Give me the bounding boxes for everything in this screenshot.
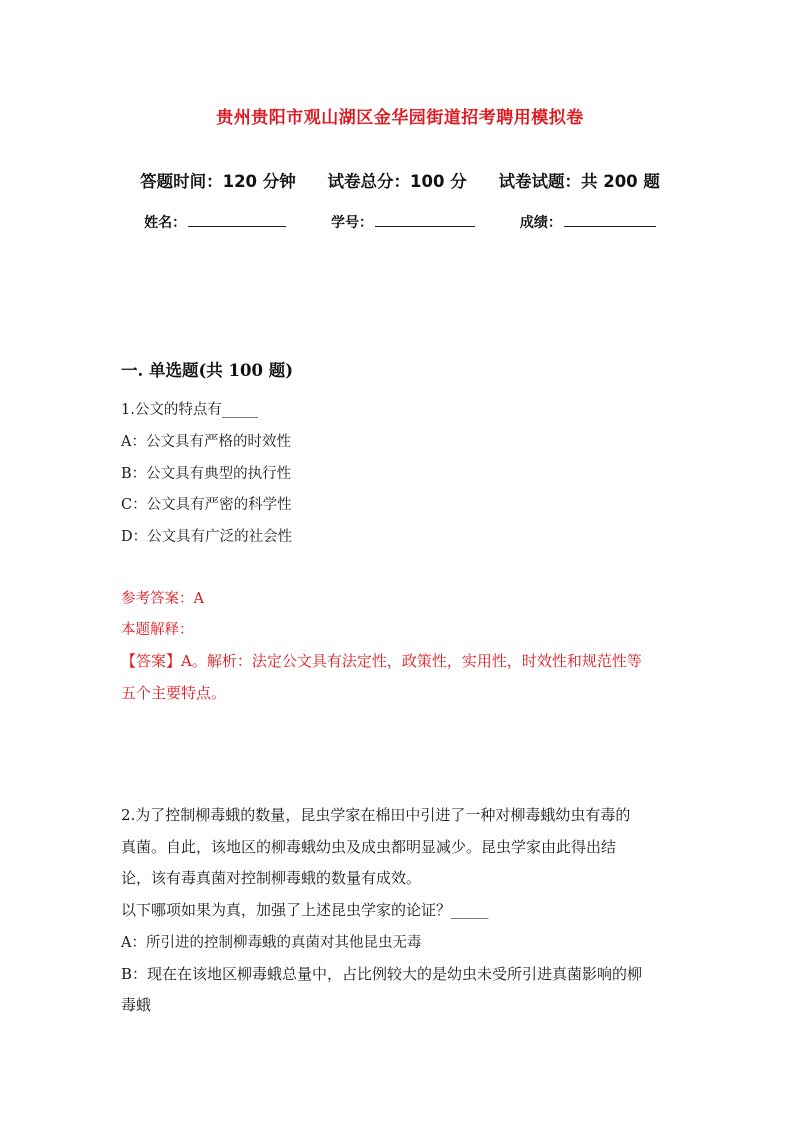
question-2-stem-line-2: 真菌。自此，该地区的柳毒蛾幼虫及成虫都明显减少。昆虫学家由此得出结 (121, 838, 617, 856)
question-2-stem-line-3: 论，该有毒真菌对控制柳毒蛾的数量有成效。 (121, 869, 422, 887)
question-2-option-a: A：所引进的控制柳毒蛾的真菌对其他昆虫无毒 (121, 935, 422, 951)
grade-label: 成绩： (519, 215, 562, 231)
question-2-option-b-line-2: 毒蛾 (121, 996, 152, 1014)
exam-total-score: 试卷总分：100 分 (327, 172, 467, 191)
question-1-option-b: B：公文具有典型的执行性 (121, 466, 292, 482)
question-1-explanation-label: 本题解释： (121, 622, 194, 638)
question-1-option-a: A：公文具有严格的时效性 (121, 434, 291, 450)
student-id-field (331, 212, 475, 232)
question-1-answer: 参考答案：A (121, 591, 204, 607)
name-label: 姓名： (144, 215, 187, 231)
exam-title: 贵州贵阳市观山湖区金华园街道招考聘用模拟卷 (216, 108, 584, 128)
exam-meta (0, 168, 800, 192)
exam-question-count: 试卷试题：共 200 题 (498, 172, 660, 191)
exam-time: 答题时间：120 分钟 (140, 172, 296, 191)
name-blank (188, 212, 286, 227)
question-1-option-c: C：公文具有严密的科学性 (121, 497, 292, 513)
question-2-stem-line-1: 2.为了控制柳毒蛾的数量，昆虫学家在棉田中引进了一种对柳毒蛾幼虫有毒的 (121, 806, 631, 824)
question-2-option-b-line-1: B：现在在该地区柳毒蛾总量中，占比例较大的是幼虫未受所引进真菌影响的柳 (121, 965, 643, 983)
grade-blank (564, 212, 656, 227)
section-heading: 一. 单选题(共 100 题) (121, 361, 294, 380)
name-field (144, 212, 286, 232)
question-1-option-d: D：公文具有广泛的社会性 (121, 529, 293, 545)
question-1-explanation-line-2: 五个主要特点。 (121, 684, 227, 702)
question-1-stem: 1.公文的特点有_____ (121, 402, 259, 418)
grade-field (520, 212, 656, 232)
student-info (0, 212, 800, 232)
student-id-label: 学号： (331, 215, 373, 231)
question-1-explanation-line-1: 【答案】A。解析：法定公文具有法定性，政策性，实用性，时效性和规范性等 (121, 652, 642, 670)
question-2-stem-line-4: 以下哪项如果为真，加强了上述昆虫学家的论证？_____ (121, 901, 489, 919)
student-id-blank (375, 212, 475, 227)
